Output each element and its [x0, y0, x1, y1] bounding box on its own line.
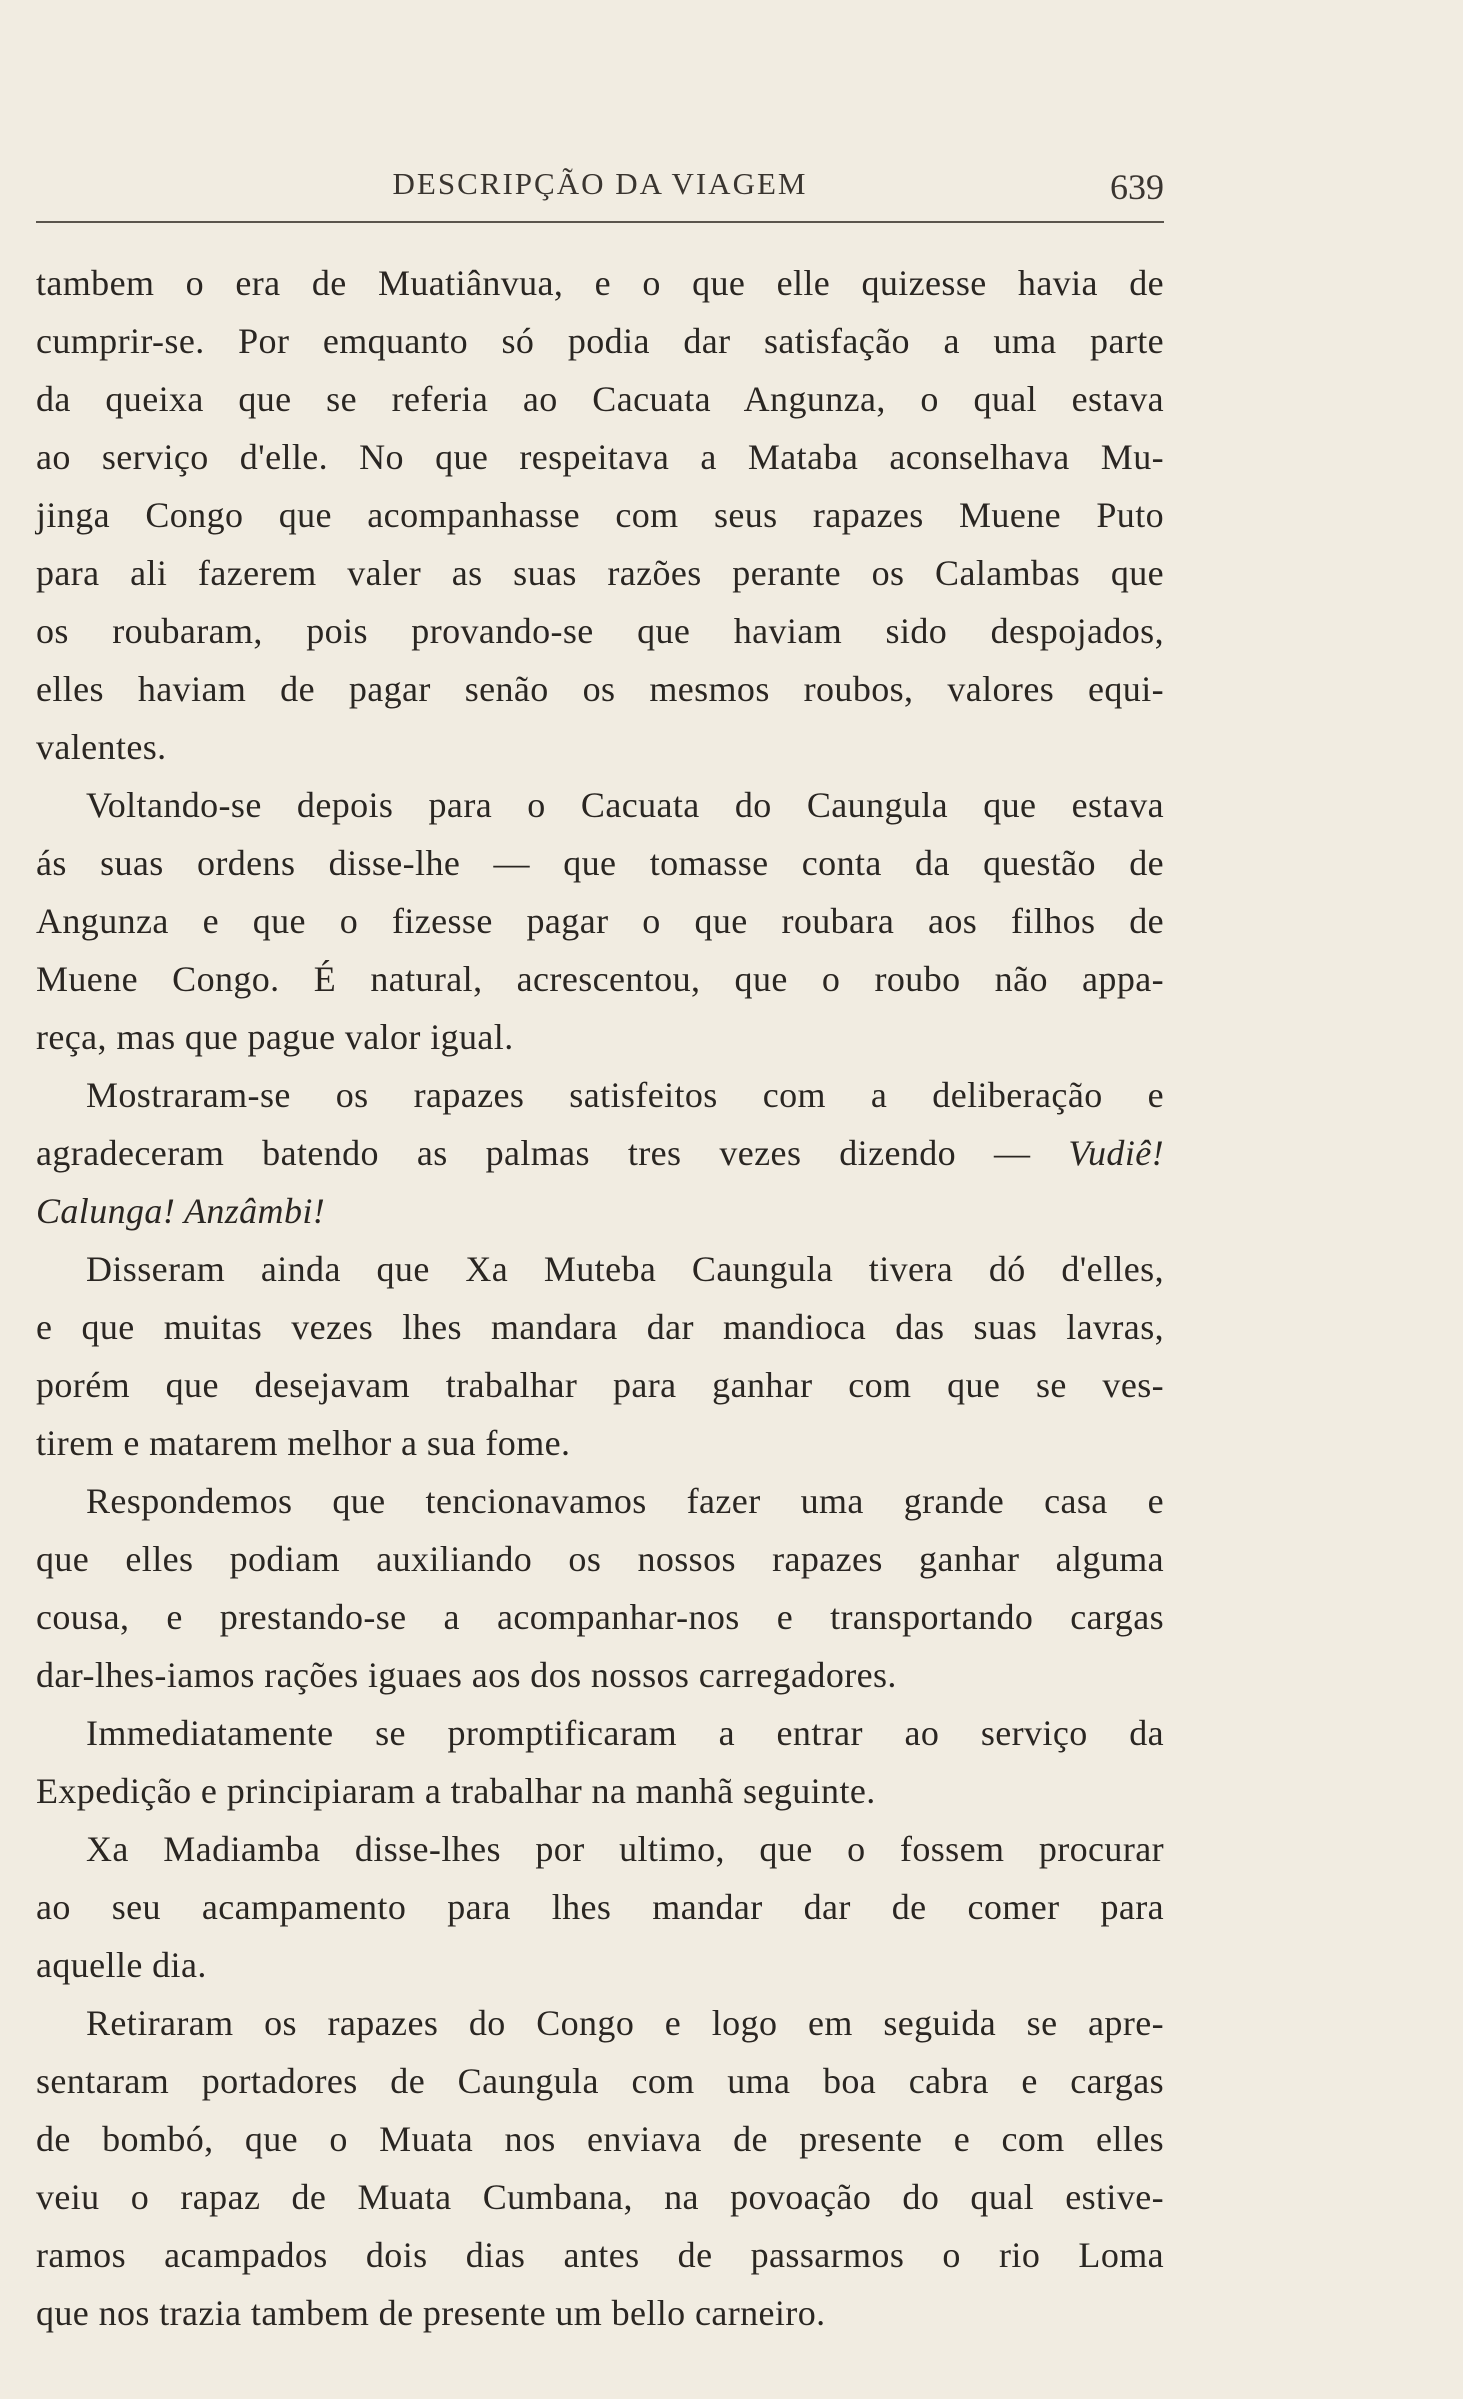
text-line: Retiraram os rapazes do Congo e logo em seguida se apre- [86, 2003, 1164, 2043]
text-line: ao serviço d'elle. No que respeitava a Mataba aconselhava Mu- [36, 437, 1164, 477]
text-line: jinga Congo que acompanhasse com seus rapazes Muene Puto [36, 495, 1164, 535]
text-line: e que muitas vezes lhes mandara dar mandioca das suas lavras, [36, 1307, 1164, 1347]
text-line: Respondemos que tencionavamos fazer uma grande casa e [86, 1481, 1164, 1521]
text-line: Disseram ainda que Xa Muteba Caungula tivera dó d'elles, [86, 1249, 1164, 1289]
text-line: cumprir-se. Por emquanto só podia dar satisfação a uma parte [36, 321, 1164, 361]
text-line: tirem e matarem melhor a sua fome. [36, 1423, 571, 1463]
text-line: ramos acampados dois dias antes de passarmos o rio Loma [36, 2235, 1164, 2275]
text-line: Mostraram-se os rapazes satisfeitos com a deliberação e [86, 1075, 1164, 1115]
text-line: aquelle dia. [36, 1945, 207, 1985]
text-line: Calunga! Anzâmbi! [36, 1191, 326, 1231]
text-line: os roubaram, pois provando-se que haviam sido despojados, [36, 611, 1164, 651]
text-line: sentaram portadores de Caungula com uma boa cabra e cargas [36, 2061, 1164, 2101]
text-line: Muene Congo. É natural, acrescentou, que o roubo não appa- [36, 959, 1164, 999]
text-line: valentes. [36, 727, 167, 767]
header-rule [36, 221, 1164, 223]
text-line: elles haviam de pagar senão os mesmos roubos, valores equi- [36, 669, 1164, 709]
text-line: para ali fazerem valer as suas razões perante os Calambas que [36, 553, 1164, 593]
running-title: DESCRIPÇÃO DA VIAGEM [392, 166, 808, 201]
text-line: Expedição e principiaram a trabalhar na manhã seguinte. [36, 1771, 876, 1811]
text-line: Voltando-se depois para o Cacuata do Caungula que estava [86, 785, 1164, 825]
text-line: ás suas ordens disse-lhe — que tomasse conta da questão de [36, 843, 1164, 883]
text-line: porém que desejavam trabalhar para ganhar com que se ves- [36, 1365, 1164, 1405]
text-line: de bombó, que o Muata nos enviava de presente e com elles [36, 2119, 1164, 2159]
text-line: Angunza e que o fizesse pagar o que roubara aos filhos de [36, 901, 1164, 941]
body-text [36, 254, 1164, 2342]
text-line: veiu o rapaz de Muata Cumbana, na povoação do qual estive- [36, 2177, 1164, 2217]
text-line: ao seu acampamento para lhes mandar dar de comer para [36, 1887, 1164, 1927]
text-line: que nos trazia tambem de presente um bello carneiro. [36, 2293, 826, 2333]
text-line: reça, mas que pague valor igual. [36, 1017, 514, 1057]
text-line: dar-lhes-iamos rações iguaes aos dos nossos carregadores. [36, 1655, 897, 1695]
text-line: tambem o era de Muatiânvua, e o que elle quizesse havia de [36, 263, 1164, 303]
text-line: da queixa que se referia ao Cacuata Angunza, o qual estava [36, 379, 1164, 419]
text-line: Xa Madiamba disse-lhes por ultimo, que o fossem procurar [86, 1829, 1164, 1869]
text-line: agradeceram batendo as palmas tres vezes dizendo — Vudiê! [36, 1133, 1164, 1173]
text-line: Immediatamente se promptificaram a entrar ao serviço da [86, 1713, 1164, 1753]
page-number: 639 [1110, 167, 1164, 207]
text-line: que elles podiam auxiliando os nossos rapazes ganhar alguma [36, 1539, 1164, 1579]
running-head [36, 162, 1164, 210]
text-line: cousa, e prestando-se a acompanhar-nos e transportando cargas [36, 1597, 1164, 1637]
